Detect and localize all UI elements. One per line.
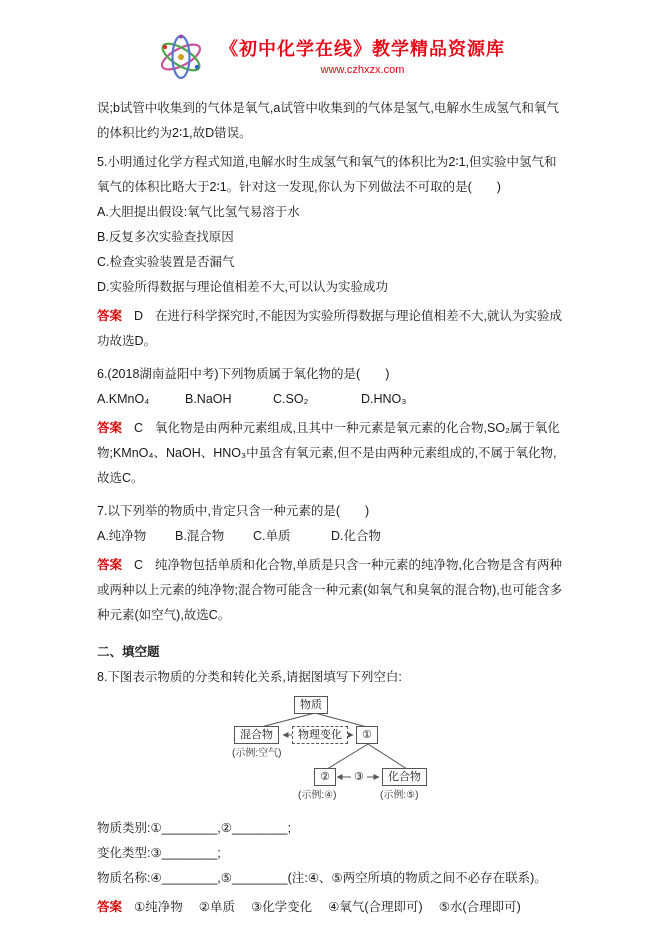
q7-answer [97,553,569,628]
q6-option-d: D.HNO₃ [361,392,407,406]
q8-stem: 8.下图表示物质的分类和转化关系,请据图填写下列空白: [97,670,402,684]
q8-answer-item-5: ⑤水(合理即可) [438,900,521,914]
answer-letter: C [134,421,144,435]
q5-option-d: D.实验所得数据与理论值相差不大,可以认为实验成功 [97,280,388,294]
diagram-box-physical-change: 物理变化 [292,726,348,744]
q8-answer-item-1: ①纯净物 [134,900,183,914]
answer-label: 答案 [97,558,123,572]
answer-label: 答案 [97,900,123,914]
q6-answer [97,416,569,491]
answer-label: 答案 [97,309,123,323]
q6-stem: 6.(2018湖南益阳中考)下列物质属于氧化物的是( ) [97,367,390,381]
q8-answer-item-2: ②单质 [198,900,235,914]
answer-label: 答案 [97,421,123,435]
diagram-box-blank2: ② [314,768,336,786]
q7-option-b: B.混合物 [175,529,225,543]
section-title: 二、填空题 [97,645,160,659]
carryover-text: 误;b试管中收集到的气体是氧气,a试管中收集到的气体是氢气,电解水生成氢气和氧气的体积比约为2∶1,故D错误。 [97,101,559,140]
q8-fill-line-3: 物质名称:④________,⑤________(注:④、⑤两空所填的物质之间不必存在联系)。 [97,871,547,885]
diagram-box-matter: 物质 [294,696,328,714]
q5-stem: 5.小明通过化学方程式知道,电解水时生成氢气和氧气的体积比为2∶1,但实验中氢气和氧气的体积比略大于2∶1。针对这一发现,你认为下列做法不可取的是( ) [97,155,557,194]
compound-example-label: (示例:⑤) [380,790,419,801]
site-title: 《初中化学在线》教学精品资源库 [220,38,505,59]
answer-explanation: 纯净物包括单质和化合物,单质是只含一种元素的纯净物,化合物是含有两种或两种以上元素的纯净物;混合物可能含一种元素(如氧气和臭氧的混合物),也可能含多种元素(如空气),故选C。 [97,558,563,622]
q5-answer [97,304,569,354]
classification-diagram [232,696,472,808]
q6-option-c: C.SO₂ [273,392,309,406]
q7-option-d: D.化合物 [331,529,382,543]
q6-options [97,387,569,412]
site-url: www.czhxzx.com [320,63,405,76]
q5-option-c: C.检查实验装置是否漏气 [97,255,235,269]
q5-option-b: B.反复多次实验查找原因 [97,230,234,244]
answer-letter: C [134,558,144,572]
q6-option-b: B.NaOH [185,392,232,406]
q8-fill-line-1: 物质类别:①________,②________; [97,821,292,835]
mixture-example-label: (示例:空气) [232,748,282,759]
answer-letter: D [134,309,144,323]
header [0,0,661,80]
diagram-box-blank1: ① [356,726,378,744]
header-text [220,37,505,78]
answer-explanation: 在进行科学探究时,不能因为实验所得数据与理论值相差不大,就认为实验成功故选D。 [97,309,562,348]
q8-answer-item-4: ④氧气(合理即可) [328,900,423,914]
q7-options [97,524,569,549]
content [0,80,661,920]
q5-option-a: A.大胆提出假设:氧气比氢气易溶于水 [97,205,300,219]
diagram-box-mixture: 混合物 [234,726,279,744]
q7-option-a: A.纯净物 [97,529,147,543]
q8-fill-line-2: 变化类型:③________; [97,846,221,860]
q8-answer-item-3: ③化学变化 [250,900,313,914]
q7-option-c: C.单质 [253,529,291,543]
atom-logo-icon [156,34,206,80]
q8-answer [97,895,569,920]
q7-stem: 7.以下列举的物质中,肯定只含一种元素的是( ) [97,504,370,518]
diagram-label-blank3: ③ [351,769,367,785]
answer-explanation: 氧化物是由两种元素组成,且其中一种元素是氧元素的化合物,SO₂属于氧化物;KMnO₄、NaOH、HNO₃中虽含有氧元素,但不是由两种元素组成的,不属于氧化物,故选C。 [97,421,560,485]
blank2-example-label: (示例:④) [298,790,337,801]
diagram-box-compound: 化合物 [382,768,427,786]
q6-option-a: A.KMnO₄ [97,392,150,406]
